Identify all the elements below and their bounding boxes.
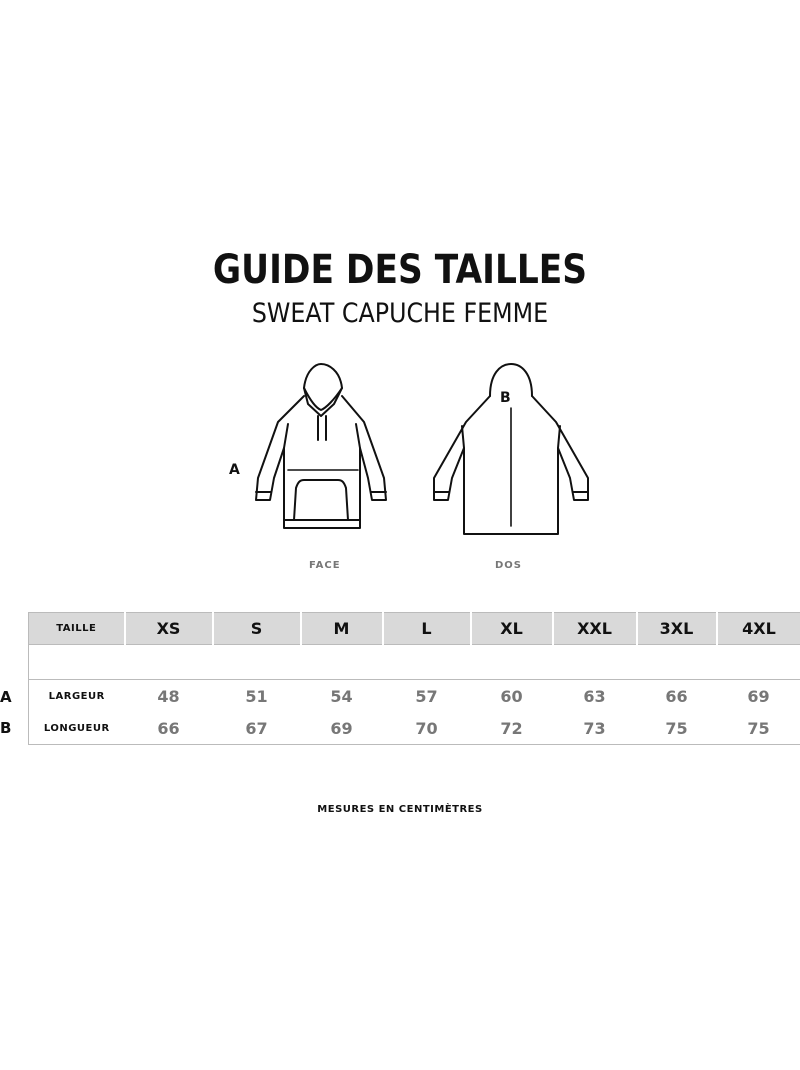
table-cell: 51: [245, 686, 268, 706]
measurement-note: MESURES EN CENTIMÈTRES: [317, 804, 483, 815]
table-spacer-row: [29, 645, 800, 680]
table-row-longueur: [29, 712, 800, 745]
table-cell: 75: [717, 712, 800, 745]
table-cell: 75: [637, 712, 717, 745]
size-header: 4XL: [717, 613, 800, 645]
table-cell: 66: [125, 712, 213, 745]
table-cell: 69: [747, 686, 770, 706]
size-header: XXL: [553, 613, 637, 645]
table-cell: 67: [213, 712, 301, 745]
size-header: L: [383, 613, 471, 645]
table-cell: 57: [415, 686, 438, 706]
size-header: S: [213, 613, 301, 645]
marker-a-figure: A: [229, 462, 240, 478]
size-header: XL: [471, 613, 553, 645]
hoodie-front-illustration: [236, 360, 406, 540]
table-cell: 72: [471, 712, 553, 745]
table-cell: 60: [500, 686, 523, 706]
size-header: 3XL: [637, 613, 717, 645]
marker-b-figure: B: [500, 390, 511, 406]
table-row-largeur: [29, 680, 800, 713]
table-cell: 70: [383, 712, 471, 745]
size-header: M: [301, 613, 383, 645]
front-view-label: FACE: [309, 560, 341, 571]
table-cell: 54: [330, 686, 353, 706]
back-view-label: DOS: [495, 560, 523, 571]
row-marker-b: B: [0, 719, 12, 737]
table-cell: 69: [301, 712, 383, 745]
page-title: GUIDE DES TAILLES: [212, 247, 588, 293]
page-subtitle: SWEAT CAPUCHE FEMME: [251, 298, 549, 329]
hoodie-back-illustration: [426, 360, 596, 540]
row-label: LONGUEUR: [29, 712, 125, 745]
row-marker-a: A: [0, 688, 12, 706]
taille-header: TAILLE: [29, 613, 125, 645]
size-header: XS: [125, 613, 213, 645]
row-label: LARGEUR: [29, 680, 125, 713]
table-header-row: [29, 613, 800, 645]
size-table: [28, 612, 800, 745]
table-cell: 63: [583, 686, 606, 706]
table-cell: 48: [157, 686, 180, 706]
table-cell: 73: [553, 712, 637, 745]
table-cell: 66: [665, 686, 688, 706]
